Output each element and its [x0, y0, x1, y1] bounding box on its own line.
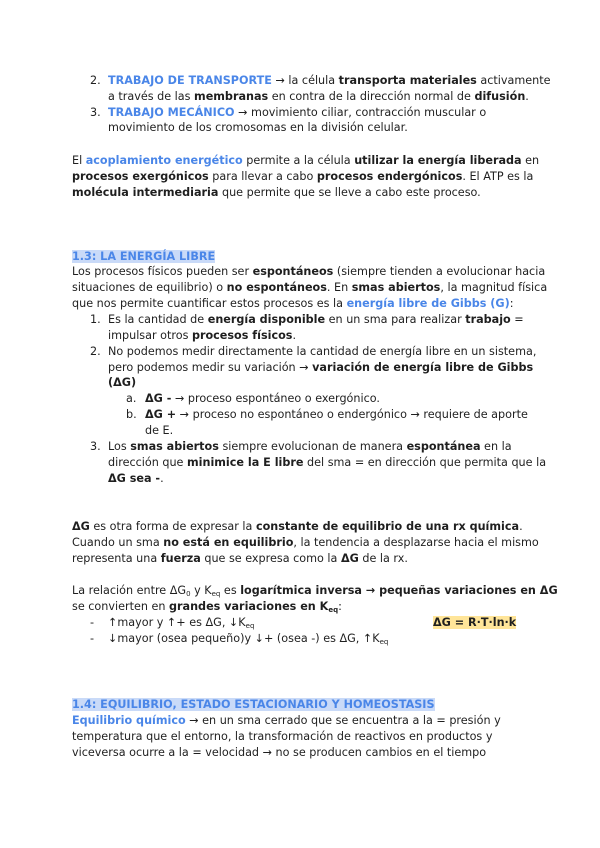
- list-item-cont: (ΔG): [108, 376, 137, 389]
- list-letter: b.: [126, 408, 137, 421]
- paragraph-line: situaciones de equilibrio) o no espontáneos. En smas abiertos, la magnitud física: [72, 281, 548, 294]
- term-equilibrio-quimico: Equilibrio químico: [72, 714, 186, 727]
- bullet-item: ↓mayor (osea pequeño)y ↓+ (osea -) es ΔG, $↑K_{eq}$: [108, 632, 389, 646]
- paragraph-line: Los procesos físicos pueden ser espontáneos (siempre tienden a evolucionar hacia: [72, 265, 546, 278]
- list-item-transporte: TRABAJO DE TRANSPORTE → la célula transporta materiales activamente: [108, 74, 551, 87]
- bullet-dash: -: [90, 632, 95, 645]
- list-item-transporte-cont: a través de las membranas en contra de la dirección normal de difusión.: [108, 90, 529, 103]
- paragraph-line: representa una fuerza que se expresa como la ΔG de la rx.: [72, 552, 408, 565]
- paragraph-line: El acoplamiento energético permite a la célula utilizar la energía liberada en: [72, 154, 540, 167]
- paragraph-line: La relación entre $\Delta G_0$ y $K_{eq}$ es logarítmica inversa → pequeñas variaciones en ΔG: [72, 584, 558, 598]
- formula-highlight: ΔG = R·T·ln·k: [433, 616, 517, 629]
- list-number: 3.: [90, 106, 101, 119]
- term-acoplamiento: acoplamiento energético: [85, 154, 243, 167]
- paragraph-line: Equilibrio químico → en un sma cerrado que se encuentra a la = presión y: [72, 714, 501, 727]
- list-letter: a.: [126, 392, 137, 405]
- list-item-cont: impulsar otros procesos físicos.: [108, 329, 297, 342]
- section-heading-1-3: 1.3: LA ENERGÍA LIBRE: [72, 250, 216, 263]
- term-gibbs: energía libre de Gibbs (G): [346, 297, 510, 310]
- list-number: 3.: [90, 440, 101, 453]
- list-item: No podemos medir directamente la cantidad de energía libre en un sistema,: [108, 345, 537, 358]
- list-item-cont: pero podemos medir su variación → variación de energía libre de Gibbs: [108, 361, 534, 374]
- paragraph-line: ΔG es otra forma de expresar la constante de equilibrio de una rx química.: [72, 520, 523, 533]
- term-trabajo-transporte: TRABAJO DE TRANSPORTE: [108, 74, 272, 87]
- bullet-dash: -: [90, 616, 95, 629]
- bullet-item: ↑mayor y ↑+ es ΔG, $↓K_{eq}$: [108, 616, 255, 630]
- list-item: Los smas abiertos siempre evolucionan de manera espontánea en la: [108, 440, 512, 453]
- list-item-cont: dirección que minimice la E libre del sma = en dirección que permita que la: [108, 456, 547, 469]
- sublist-item: ΔG - → proceso espontáneo o exergónico.: [145, 392, 380, 405]
- list-number: 2.: [90, 74, 101, 87]
- paragraph-line: se convierten en grandes variaciones en $K_{eq}$:: [72, 600, 342, 614]
- list-item-mecanico-cont: movimiento de los cromosomas en la división celular.: [108, 121, 408, 134]
- paragraph-line: Cuando un sma no está en equilibrio, la tendencia a desplazarse hacia el mismo: [72, 536, 539, 549]
- sublist-item-cont: de E.: [145, 424, 174, 437]
- paragraph-line: procesos exergónicos para llevar a cabo procesos endergónicos. El ATP es la: [72, 170, 534, 183]
- paragraph-line: viceversa ocurre a la = velocidad → no se producen cambios en el tiempo: [72, 746, 487, 759]
- paragraph-line: molécula intermediaria que permite que se lleve a cabo este proceso.: [72, 186, 481, 199]
- list-number: 2.: [90, 345, 101, 358]
- list-item-cont: ΔG sea -.: [108, 472, 164, 485]
- list-item: Es la cantidad de energía disponible en un sma para realizar trabajo =: [108, 313, 524, 326]
- list-item-mecanico: TRABAJO MECÁNICO → movimiento ciliar, contracción muscular o: [108, 106, 487, 119]
- section-heading-1-4: 1.4: EQUILIBRIO, ESTADO ESTACIONARIO Y HOMEOSTASIS: [72, 698, 435, 711]
- paragraph-line: que nos permite cuantificar estos procesos es la energía libre de Gibbs (G):: [72, 297, 514, 310]
- sublist-item: ΔG + → proceso no espontáneo o endergónico → requiere de aporte: [145, 408, 528, 421]
- term-trabajo-mecanico: TRABAJO MECÁNICO: [108, 106, 235, 119]
- paragraph-line: temperatura que el entorno, la transformación de reactivos en productos y: [72, 730, 493, 743]
- list-number: 1.: [90, 313, 101, 326]
